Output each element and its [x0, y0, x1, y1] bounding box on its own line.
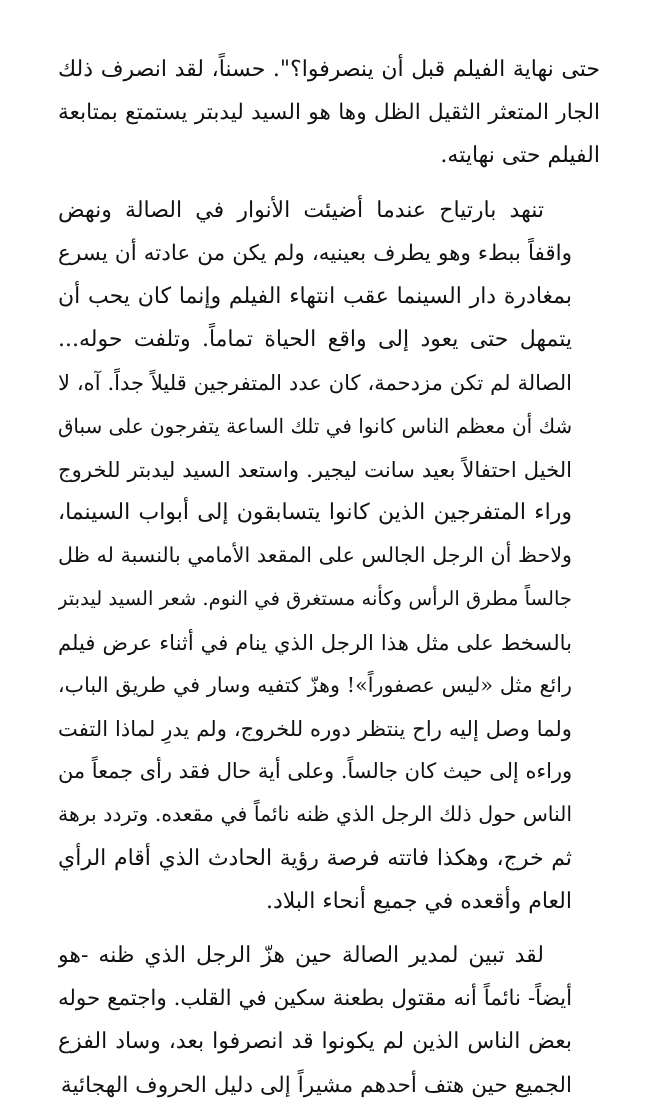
text-line: وراء المتفرجين الذين كانوا يتسابقون إلى أبواب السينما، [58, 500, 572, 526]
text-line: بمغادرة دار السينما عقب انتهاء الفيلم وإنما كان يحب أن [58, 284, 572, 310]
text-line: واقفاً ببطء وهو يطرف بعينيه، ولم يكن من عادته أن يسرع [58, 240, 572, 266]
paragraph [58, 934, 600, 1107]
text-line: جالساً مطرق الرأس وكأنه مستغرق في النوم. شعر السيد ليدبتر [58, 587, 572, 611]
text-line: لقد تبين لمدير الصالة حين هزّ الرجل الذي ظنه -هو [58, 943, 544, 969]
paragraph [58, 189, 600, 923]
text-line: تنهد بارتياح عندما أضيئت الأنوار في الصالة ونهض [58, 197, 544, 223]
text-line: ولاحظ أن الرجل الجالس على المقعد الأمامي بالنسبة له ظل [58, 543, 572, 568]
text-line: أيضاً- نائماً أنه مقتول بطعنة سكين في القلب. واجتمع حوله [58, 986, 573, 1012]
paragraph [58, 48, 600, 178]
text-line: حتى نهاية الفيلم قبل أن ينصرفوا؟". حسناً، لقد انصرف ذلك [58, 57, 600, 82]
text-line: العام وأقعده في جميع أنحاء البلاد. [265, 888, 572, 914]
text-line: الناس حول ذلك الرجل الذي ظنه نائماً في مقعده. وتردد برهة [58, 802, 572, 827]
text-line: شك أن معظم الناس كانوا في تلك الساعة يتفرجون على سباق [58, 414, 572, 438]
text-line: الصالة لم تكن مزدحمة، كان عدد المتفرجين قليلاً جداً. آه، لا [58, 370, 572, 396]
text-line: الجار المتعثر الثقيل الظل وها هو السيد ليدبتر يستمتع بمتابعة [58, 100, 600, 126]
book-page [58, 48, 600, 1107]
text-line: الجميع حين هتف أحدهم مشيراً إلى دليل الحروف الهجائية [60, 1072, 572, 1098]
text-line: ثم خرج، وهكذا فاتته فرصة رؤية الحادث الذي أقام الرأي [58, 845, 572, 871]
text-line: الفيلم حتى نهايته. [440, 143, 600, 169]
text-line: بالسخط على مثل هذا الرجل الذي ينام في أثناء عرض فيلم [58, 629, 572, 655]
text-line: رائع مثل «ليس عصفوراً»! وهزّ كتفيه وسار في طريق الباب، [58, 672, 572, 697]
text-line: يتمهل حتى يعود إلى واقع الحياة تماماً. وتلفت حوله... [58, 327, 572, 353]
text-line: بعض الناس الذين لم يكونوا قد انصرفوا بعد، وساد الفزع [58, 1029, 572, 1055]
text-line: وراءه إلى حيث كان جالساً. وعلى أية حال فقد رأى جمعاً من [58, 759, 572, 784]
text-line: ولما وصل إليه راح ينتظر دوره للخروج، ولم يدرِ لماذا التفت [58, 716, 572, 742]
text-line: الخيل احتفالاً بعيد سانت ليجير. واستعد السيد ليدبتر للخروج [58, 456, 572, 482]
